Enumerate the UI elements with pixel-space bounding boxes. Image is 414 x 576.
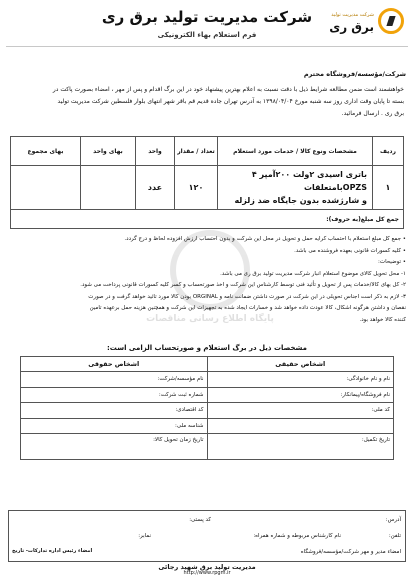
signers-title: مشخصات ذیل در برگ استعلام و صورتحساب الزامی است: <box>106 344 308 352</box>
note-line: نقصان و داشتن هرگونه اشکال، کالا عودت داده خواهد شد و خسارات ایجاد شده به تجهیزات این شرکت و همچنین هزینه حمل برعهده تامین <box>89 305 406 311</box>
note-line: ۱- محل تحویل کالای موضوع استعلام انبار شرکت مدیریت تولید برق ری می باشد. <box>220 270 406 277</box>
items-table <box>10 136 404 229</box>
cell-total-price[interactable] <box>11 166 81 210</box>
expert-label[interactable]: نام کارشناس مربوطه و شماره همراه: <box>253 533 341 539</box>
description-line: باتری اسیدی ۲ولت ۲۰۰آمپر ۴ OPZSبامتعلقات <box>251 170 367 192</box>
postal-code-label[interactable]: کد پستی: <box>189 517 211 523</box>
cell-unit-price[interactable] <box>81 166 136 210</box>
header-legal-persons: اشخاص حقوقی <box>21 357 208 372</box>
footer-address: مدیریت تولید برق شهید رجائی <box>158 563 256 571</box>
legal-field[interactable]: کد اقتصادی: <box>21 403 208 419</box>
cell-description <box>218 166 373 210</box>
intro-line: خواهشمند است ضمن مطالعه شرایط ذیل با دقت نسبت به اعلام بهترین پیشنهاد خود در این برگ اقدام و پس از مهر ، امضاء بصورت پاکت در <box>52 86 404 93</box>
company-title: شرکت مدیریت تولید برق ری <box>101 8 313 26</box>
header-total-price: بهای مجموع <box>11 137 81 166</box>
cell-unit: عدد <box>136 166 175 210</box>
table-row <box>21 372 394 388</box>
table-row <box>21 434 394 460</box>
header-row-number: ردیف <box>373 137 404 166</box>
signers-header-row <box>21 357 394 372</box>
addressee: شرکت/مؤسسه/فروشگاه محترم <box>303 70 406 78</box>
intro-line: برق ری . ارسال فرمائید. <box>341 110 404 117</box>
manager-signature-label[interactable]: امضاء مدیر و مهر شرکت/مؤسسه/فروشگاه <box>300 549 401 555</box>
natural-field[interactable]: نام فروشگاه/پیمانکار: <box>207 387 394 403</box>
note-line: ۲- کل بهای کالا/خدمات پس از تحویل و تأئید فنی توسط کارشناس این شرکت و اخذ صورتحساب و کسر کلیه کسورات قانونی پرداخت می شود. <box>80 282 406 288</box>
form-subtitle: فرم استعلام بهاء الکترونیکی <box>157 31 257 39</box>
natural-field[interactable] <box>207 418 394 434</box>
natural-field[interactable]: کد ملی: <box>207 403 394 419</box>
contact-box <box>8 510 406 562</box>
table-row <box>21 387 394 403</box>
address-label[interactable]: آدرس: <box>385 517 401 523</box>
phone-label[interactable]: تلفن: <box>388 533 401 539</box>
total-amount-label[interactable]: جمع کل مبلغ(به حروف): <box>11 210 404 229</box>
cell-quantity: ۱۲۰ <box>175 166 218 210</box>
note-line: کننده کالا خواهد بود. <box>359 316 406 323</box>
fax-label[interactable]: نمابر: <box>138 533 151 539</box>
total-row <box>11 210 404 229</box>
footer-website: http://www.rpgm.ir <box>183 570 231 576</box>
natural-field[interactable]: تاریخ تکمیل: <box>207 434 394 460</box>
header-unit: واحد <box>136 137 175 166</box>
purchasing-signature-label: امضاء رئیس اداره تدارکات- تاریخ <box>12 548 93 554</box>
logo-big-text: برق ری <box>329 20 374 34</box>
description-line: و شارژشده بدون جایگاه ضد زلزله <box>234 196 367 205</box>
legal-field[interactable]: شناسه ملی: <box>21 418 208 434</box>
table-row <box>11 166 404 210</box>
header-description: مشخصات ونوع کالا / خدمات مورد استعلام <box>218 137 373 166</box>
watermark-text: پایگاه اطلاع رسانی مناقصات <box>146 314 274 324</box>
legal-field[interactable]: تاریخ زمان تحویل کالا: <box>21 434 208 460</box>
natural-field[interactable]: نام و نام خانوادگی: <box>207 372 394 388</box>
note-line: ۳- لازم به ذکر است اجناس تحویلی در این شرکت در صورت داشتن ضمانت نامه و ORGINAL بودن کالا مورد تائید خواهد گرفت و در صورت <box>88 293 406 300</box>
note-line: • توضیحات: <box>378 259 406 265</box>
note-line: • جمع کل مبلغ استعلام با احتساب کرایه حمل و تحویل در محل این شرکت و بدون احتساب ارزش افزوده لحاظ و درج گردد. <box>124 236 406 242</box>
legal-field[interactable]: نام مؤسسه/شرکت: <box>21 372 208 388</box>
notes-section <box>8 234 406 326</box>
intro-line: بسته تا پایان وقت اداری روز سه شنبه مورخ ۱۳۹۸/۰۴/۰۴ به آدرس تهران جاده قدیم قم باقر شهر انتهای بلوار فلسطین شرکت مدیریت تولید <box>57 98 404 105</box>
header-natural-persons: اشخاص حقیقی <box>207 357 394 372</box>
items-header-row <box>11 137 404 166</box>
header-quantity: تعداد / مقدار <box>175 137 218 166</box>
logo-small-text: شرکت مدیریت تولید <box>331 12 374 18</box>
signers-table <box>20 356 394 460</box>
header-unit-price: بهای واحد <box>81 137 136 166</box>
legal-field[interactable]: شماره ثبت شرکت: <box>21 387 208 403</box>
note-line: • کلیه کسورات قانونی بعهده فروشنده می باشد. <box>294 247 406 254</box>
table-row <box>21 418 394 434</box>
cell-row-number: ۱ <box>373 166 404 210</box>
intro-paragraph <box>10 84 404 120</box>
table-row <box>21 403 394 419</box>
header <box>6 4 408 47</box>
